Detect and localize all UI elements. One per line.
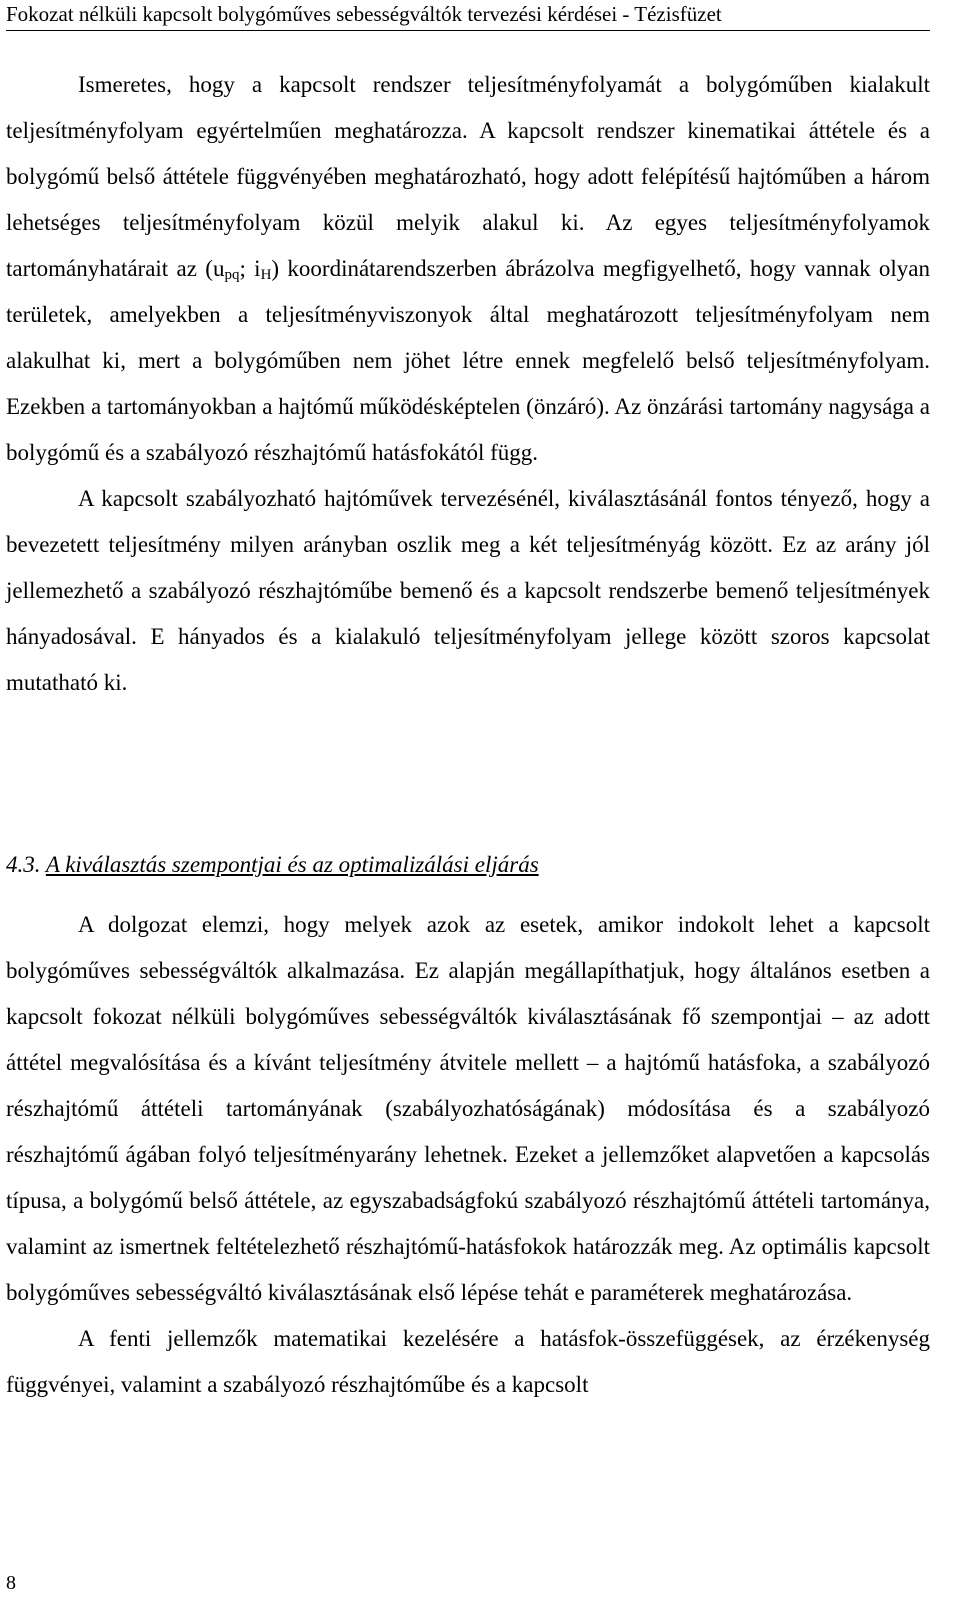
body-text-bottom: [6, 902, 930, 1408]
body-text-top: [6, 62, 930, 706]
paragraph-text: ) koordinátarendszerben ábrázolva megfigyelhető, hogy vannak olyan területek, amelyekben a teljesítményviszonyok által meghatározott teljesítményfolyam nem alakulhat ki, mert a bolygóműben nem jöhet létre ennek megfelelő belső teljesítményfolyam. Ezekben a tartományokban a hajtómű működésképtelen (önzáró). Az önzárási tartomány nagysága a bolygómű és a szabályozó részhajtómű hatásfokától függ.: [6, 256, 931, 465]
subscript-pq: pq: [224, 267, 240, 283]
paragraph-text: A fenti jellemzők matematikai kezelésére a hatásfok-összefüggések, az érzékenység függvényei, valamint a szabályozó részhajtóműbe és a kapcsolt: [6, 1326, 930, 1397]
paragraph-power-flow: [6, 62, 930, 476]
paragraph-text: A dolgozat elemzi, hogy melyek azok az esetek, amikor indokolt lehet a kapcsolt bolygóműves sebességváltók alkalmazása. Ez alapján megállapíthatjuk, hogy általános esetben a kapcsolt fokozat nélküli bolygóműves sebességváltók kiválasztásának fő szempontjai – az adott áttétel megvalósítása és a kívánt teljesítmény átvitele mellett – a hajtómű hatásfoka, a szabályozó részhajtómű áttételi tartományának (szabályozhatóságának) módosítása és a szabályozó részhajtómű ágában folyó teljesítményarány lehetnek. Ezeket a jellemzőket alapvetően a kapcsolás típusa, a bolygómű belső áttétele, az egyszabadságfokú szabályozó részhajtómű áttételi tartománya, valamint az ismertnek feltételezhető részhajtómű-hatásfokok határozzák meg. Az optimális kapcsolt bolygóműves sebességváltó kiválasztásának első lépése tehát e paraméterek meghatározása.: [6, 912, 930, 1305]
running-title: Fokozat nélküli kapcsolt bolygóműves sebességváltók tervezési kérdései - Tézisfüzet: [6, 2, 722, 26]
paragraph-selection-criteria: [6, 902, 930, 1316]
paragraph-text: A kapcsolt szabályozható hajtóművek tervezésénél, kiválasztásánál fontos tényező, hogy a bevezetett teljesítmény milyen arányban oszlik meg a két teljesítményág között. Ez az arány jól jellemezhető a szabályozó részhajtóműbe bemenő és a kapcsolt rendszerbe bemenő teljesítmények hányadosával. E hányados és a kialakuló teljesítményfolyam jellege között szoros kapcsolat mutatható ki.: [6, 486, 930, 695]
section-number: 4.3.: [6, 852, 41, 877]
paragraph-text: Ismeretes, hogy a kapcsolt rendszer teljesítményfolyamát a bolygóműben kialakult teljesítményfolyam egyértelműen meghatározza. A kapcsolt rendszer kinematikai áttétele és a bolygómű belső áttétele függvényében meghatározható, hogy adott felépítésű hajtóműben a három lehetséges teljesítményfolyam közül melyik alakul ki. Az egyes teljesítményfolyamok tartományhatárait az (u: [6, 72, 930, 281]
paragraph-text: ; i: [239, 256, 261, 281]
running-header: [6, 1, 930, 31]
paragraph-math-treatment: [6, 1316, 930, 1408]
section-heading: [6, 842, 539, 888]
paragraph-power-ratio: [6, 476, 930, 706]
section-title: A kiválasztás szempontjai és az optimalizálási eljárás: [45, 852, 539, 877]
page-number: 8: [6, 1572, 16, 1594]
subscript-h: H: [260, 267, 272, 283]
